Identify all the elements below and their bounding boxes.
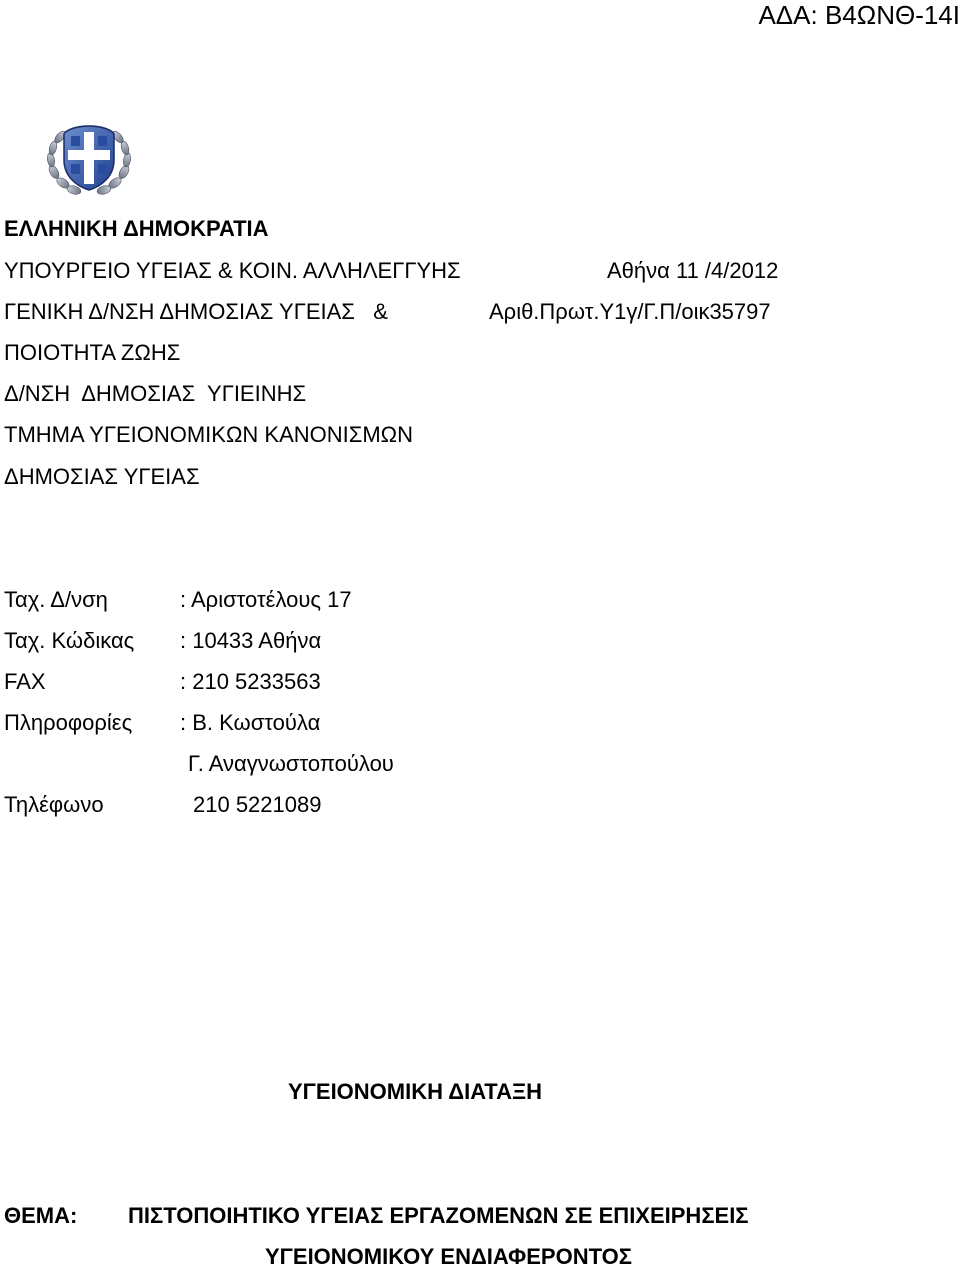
contact-label-address: Ταχ. Δ/νση <box>4 587 108 612</box>
subject-label: ΘΕΜΑ: <box>4 1203 78 1228</box>
greek-state-emblem-icon <box>44 120 134 198</box>
contact-value-phone: 210 5221089 <box>193 792 322 817</box>
issuer-line-7: ΔΗΜΟΣΙΑΣ ΥΓΕΙΑΣ <box>4 464 200 489</box>
issuer-line-6: ΤΜΗΜΑ ΥΓΕΙΟΝΟΜΙΚΩΝ ΚΑΝΟΝΙΣΜΩΝ <box>4 422 414 447</box>
contact-label-fax: FAX <box>4 669 46 694</box>
issuer-line-2: ΥΠΟΥΡΓΕΙΟ ΥΓΕΙΑΣ & ΚΟΙΝ. ΑΛΛΗΛΕΓΓΥΗΣ <box>4 258 461 283</box>
issuer-line-1: ΕΛΛΗΝΙΚΗ ΔΗΜΟΚΡΑΤΙΑ <box>4 216 269 241</box>
contact-value-fax: : 210 5233563 <box>180 669 321 694</box>
contact-value-info: : Β. Κωστούλα <box>180 710 321 735</box>
issuer-line-4: ΠΟΙΟΤΗΤΑ ΖΩΗΣ <box>4 340 181 365</box>
contact-value-address: : Αριστοτέλους 17 <box>180 587 352 612</box>
subject-line-2: ΥΓΕΙΟΝΟΜΙΚΟΥ ΕΝΔΙΑΦΕΡΟΝΤΟΣ <box>265 1244 632 1269</box>
protocol-number: Αριθ.Πρωτ.Υ1γ/Γ.Π/οικ35797 <box>489 299 771 324</box>
contact-label-phone: Τηλέφωνο <box>4 792 104 817</box>
contact-value-postcode: : 10433 Αθήνα <box>180 628 322 653</box>
issuer-line-3: ΓΕΝΙΚΗ Δ/ΝΣΗ ΔΗΜΟΣΙΑΣ ΥΓΕΙΑΣ & <box>4 299 388 324</box>
contact-value-info-2: Γ. Αναγνωστοπούλου <box>188 751 394 776</box>
ada-code: ΑΔΑ: Β4ΩΝΘ-14Ι <box>758 0 960 30</box>
contact-label-postcode: Ταχ. Κώδικας <box>4 628 135 653</box>
issuer-line-5: Δ/ΝΣΗ ΔΗΜΟΣΙΑΣ ΥΓΙΕΙΝΗΣ <box>4 381 307 406</box>
contact-label-info: Πληροφορίες <box>4 710 133 735</box>
document-title: ΥΓΕΙΟΝΟΜΙΚΗ ΔΙΑΤΑΞΗ <box>288 1079 543 1104</box>
subject-line-1: ΠΙΣΤΟΠΟΙΗΤΙΚΟ ΥΓΕΙΑΣ ΕΡΓΑΖΟΜΕΝΩΝ ΣΕ ΕΠΙΧΕΙΡΗΣΕΙΣ <box>128 1203 749 1228</box>
document-date: Αθήνα 11 /4/2012 <box>607 258 779 283</box>
